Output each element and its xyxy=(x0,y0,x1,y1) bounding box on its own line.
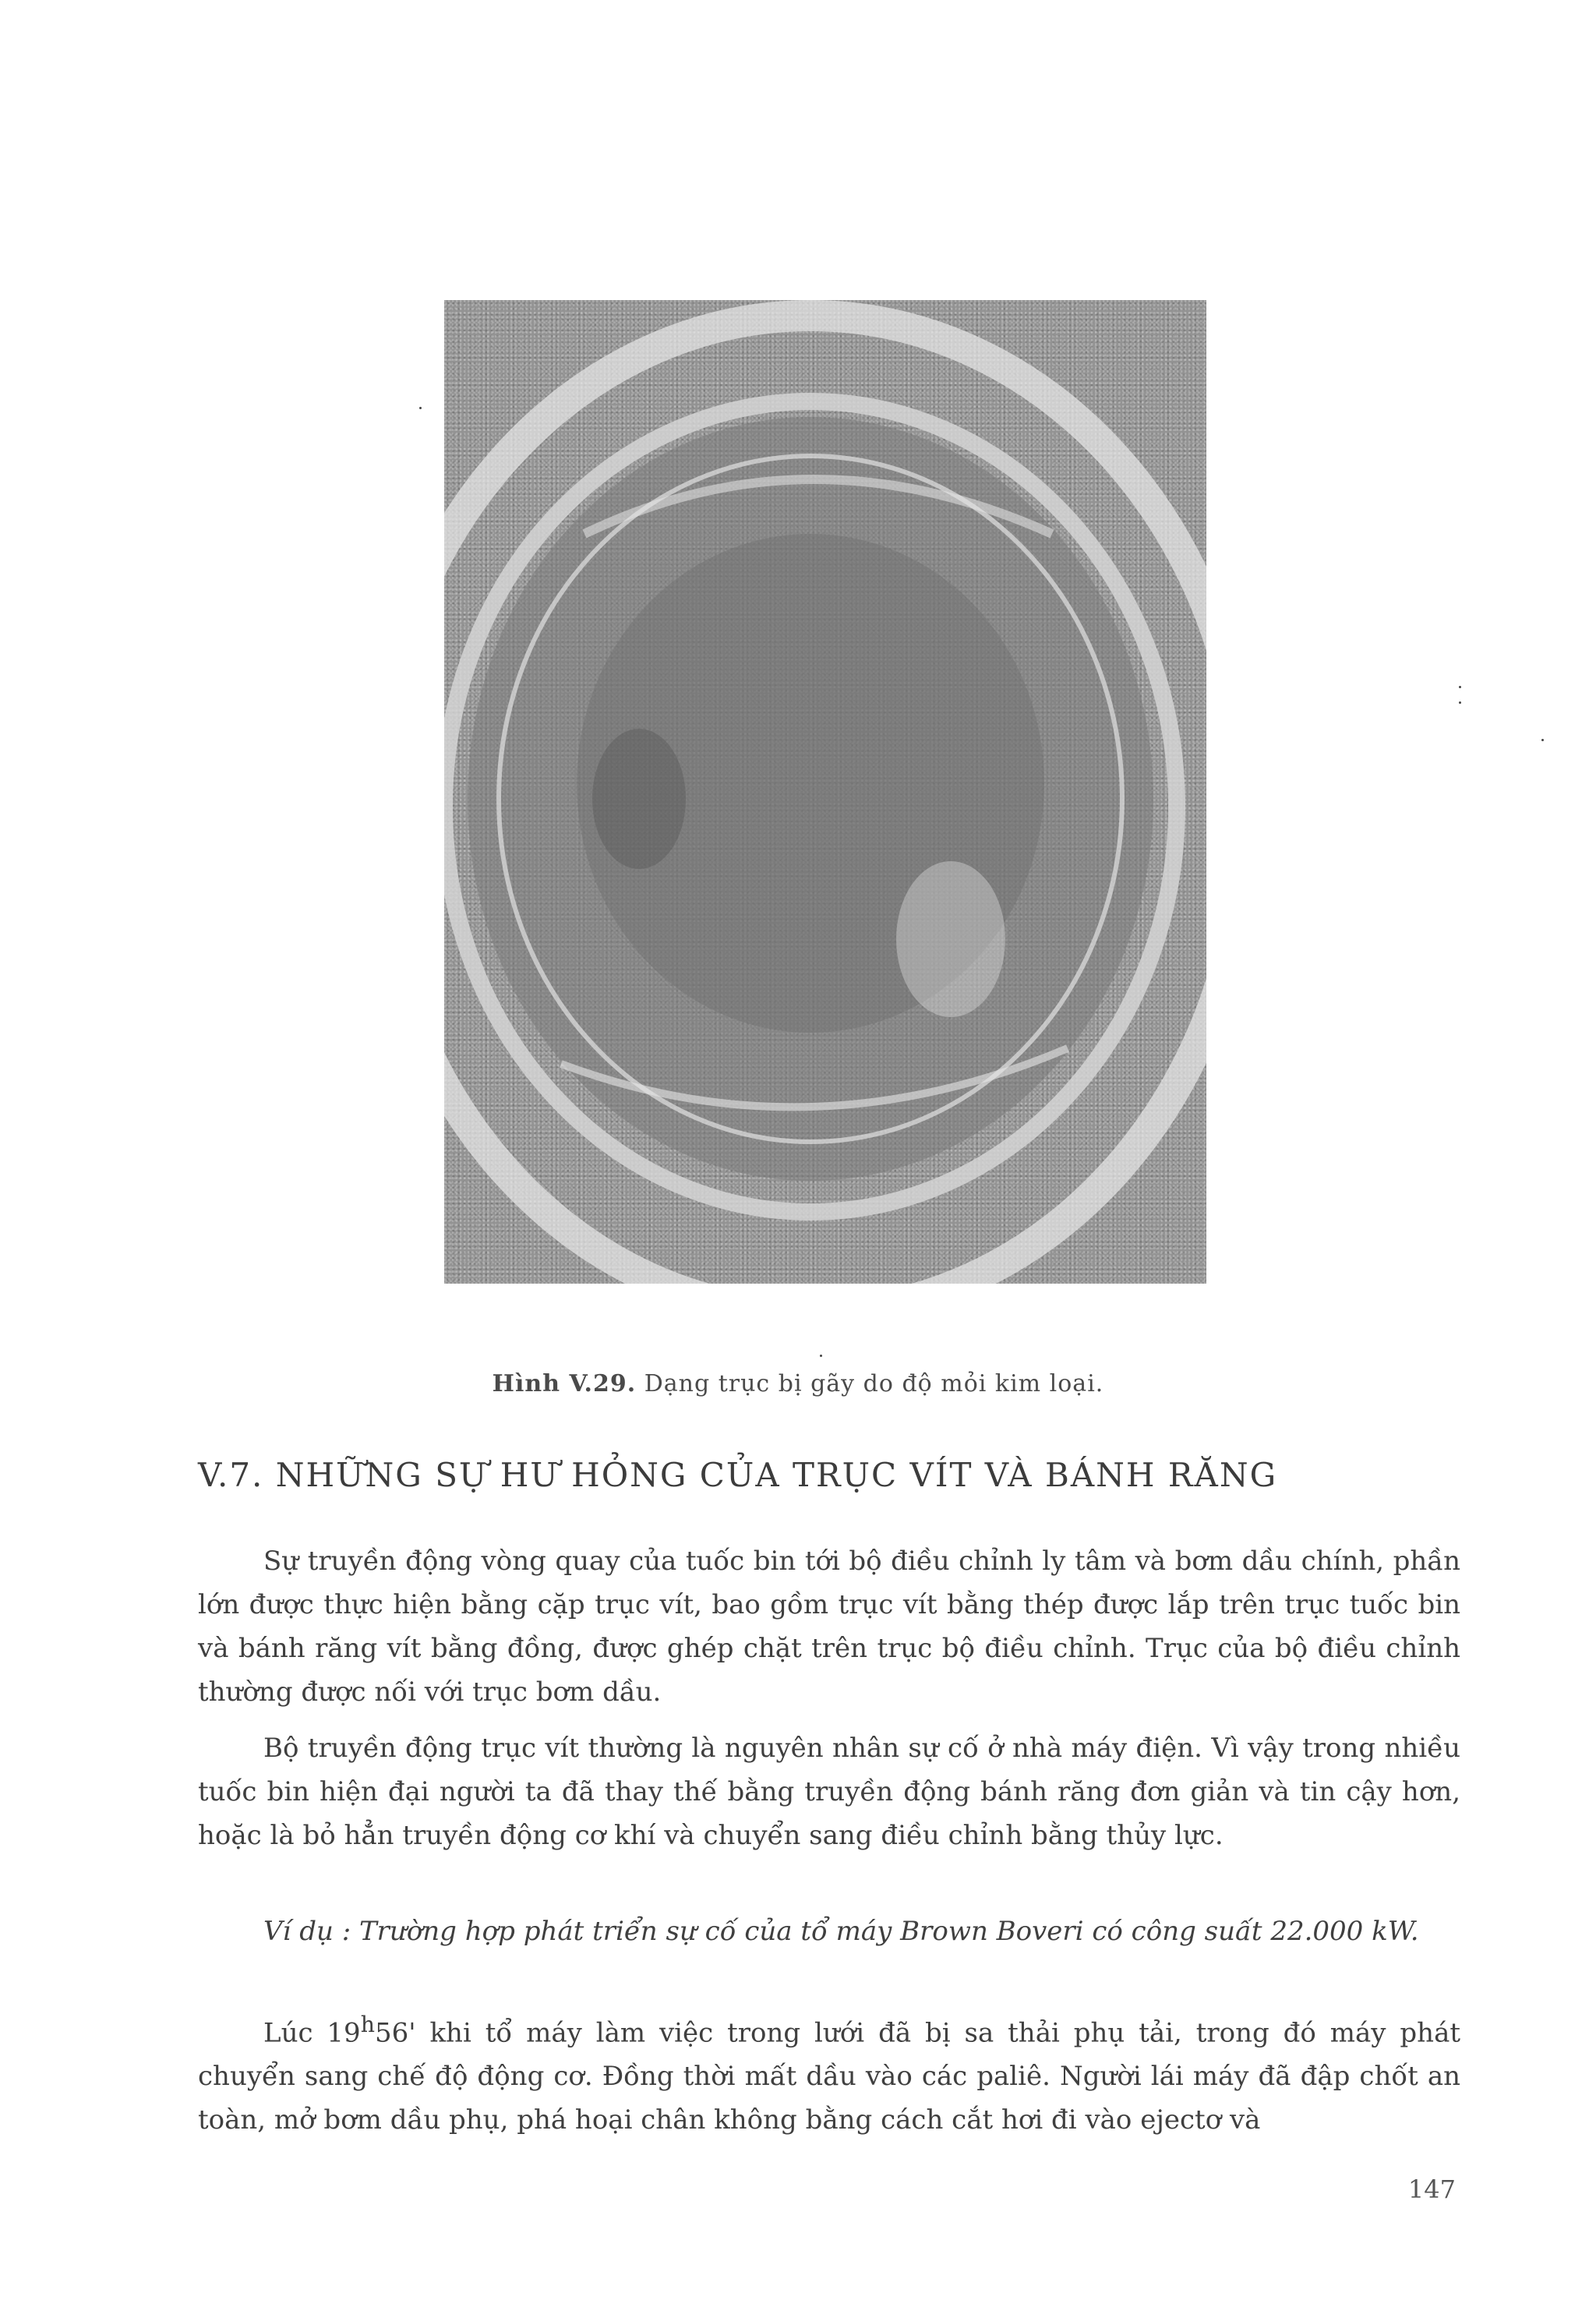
caption-text: Dạng trục bị gãy do độ mỏi kim loại. xyxy=(644,1370,1104,1397)
scan-speck xyxy=(1459,686,1461,688)
paragraph-4-post: 56' khi tổ máy làm việc trong lưới đã bị sa thải phụ tải, trong đó máy phát chuyển sang chế độ động cơ. Đồng thời mất dầu vào các paliê. Người lái máy đã đập chốt an toàn, mở bơm dầu phụ, phá hoại chân không bằng cách cắt hơi đi vào ejectơ và xyxy=(198,2017,1461,2136)
section-heading: V.7. NHỮNG SỰ HƯ HỎNG CỦA TRỤC VÍT VÀ BÁNH RĂNG xyxy=(198,1456,1278,1494)
paragraph-2 xyxy=(198,1726,1460,1857)
paragraph-3-text: Trường hợp phát triển sự cố của tổ máy Brown Boveri có công suất 22.000 kW. xyxy=(358,1916,1419,1947)
paragraph-4-pre: Lúc 19 xyxy=(263,2017,361,2049)
example-label: Ví dụ : xyxy=(263,1916,351,1947)
figure-caption xyxy=(0,1370,1596,1397)
paragraph-2-text: Bộ truyền động trục vít thường là nguyên nhân sự cố ở nhà máy điện. Vì vậy trong nhiều tuốc bin hiện đại người ta đã thay thế bằng truyền động bánh răng đơn giản và tin cậy hơn, hoặc là bỏ hẳn truyền động cơ khí và chuyển sang điều chỉnh bằng thủy lực. xyxy=(198,1733,1460,1851)
figure-photo xyxy=(444,300,1206,1284)
paragraph-4-sup: h xyxy=(360,2012,375,2037)
paragraph-1-text: Sự truyền động vòng quay của tuốc bin tới bộ điều chỉnh ly tâm và bơm dầu chính, phần lớn được thực hiện bằng cặp trục vít, bao gồm trục vít bằng thép được lắp trên trục tuốc bin và bánh răng vít bằng đồng, được ghép chặt trên trục bộ điều chỉnh. Trục của bộ điều chỉnh thường được nối với trục bơm dầu. xyxy=(198,1546,1460,1708)
paragraph-4 xyxy=(198,2003,1460,2142)
page-number: 147 xyxy=(1407,2175,1456,2204)
scan-speck xyxy=(1459,701,1461,704)
paragraph-1 xyxy=(198,1539,1460,1714)
broken-shaft-image xyxy=(444,300,1206,1284)
scan-speck xyxy=(419,407,422,409)
scan-speck xyxy=(820,1355,822,1357)
paragraph-3 xyxy=(198,1910,1460,1953)
scan-speck xyxy=(1541,739,1544,741)
caption-label: Hình V.29. xyxy=(492,1370,637,1397)
